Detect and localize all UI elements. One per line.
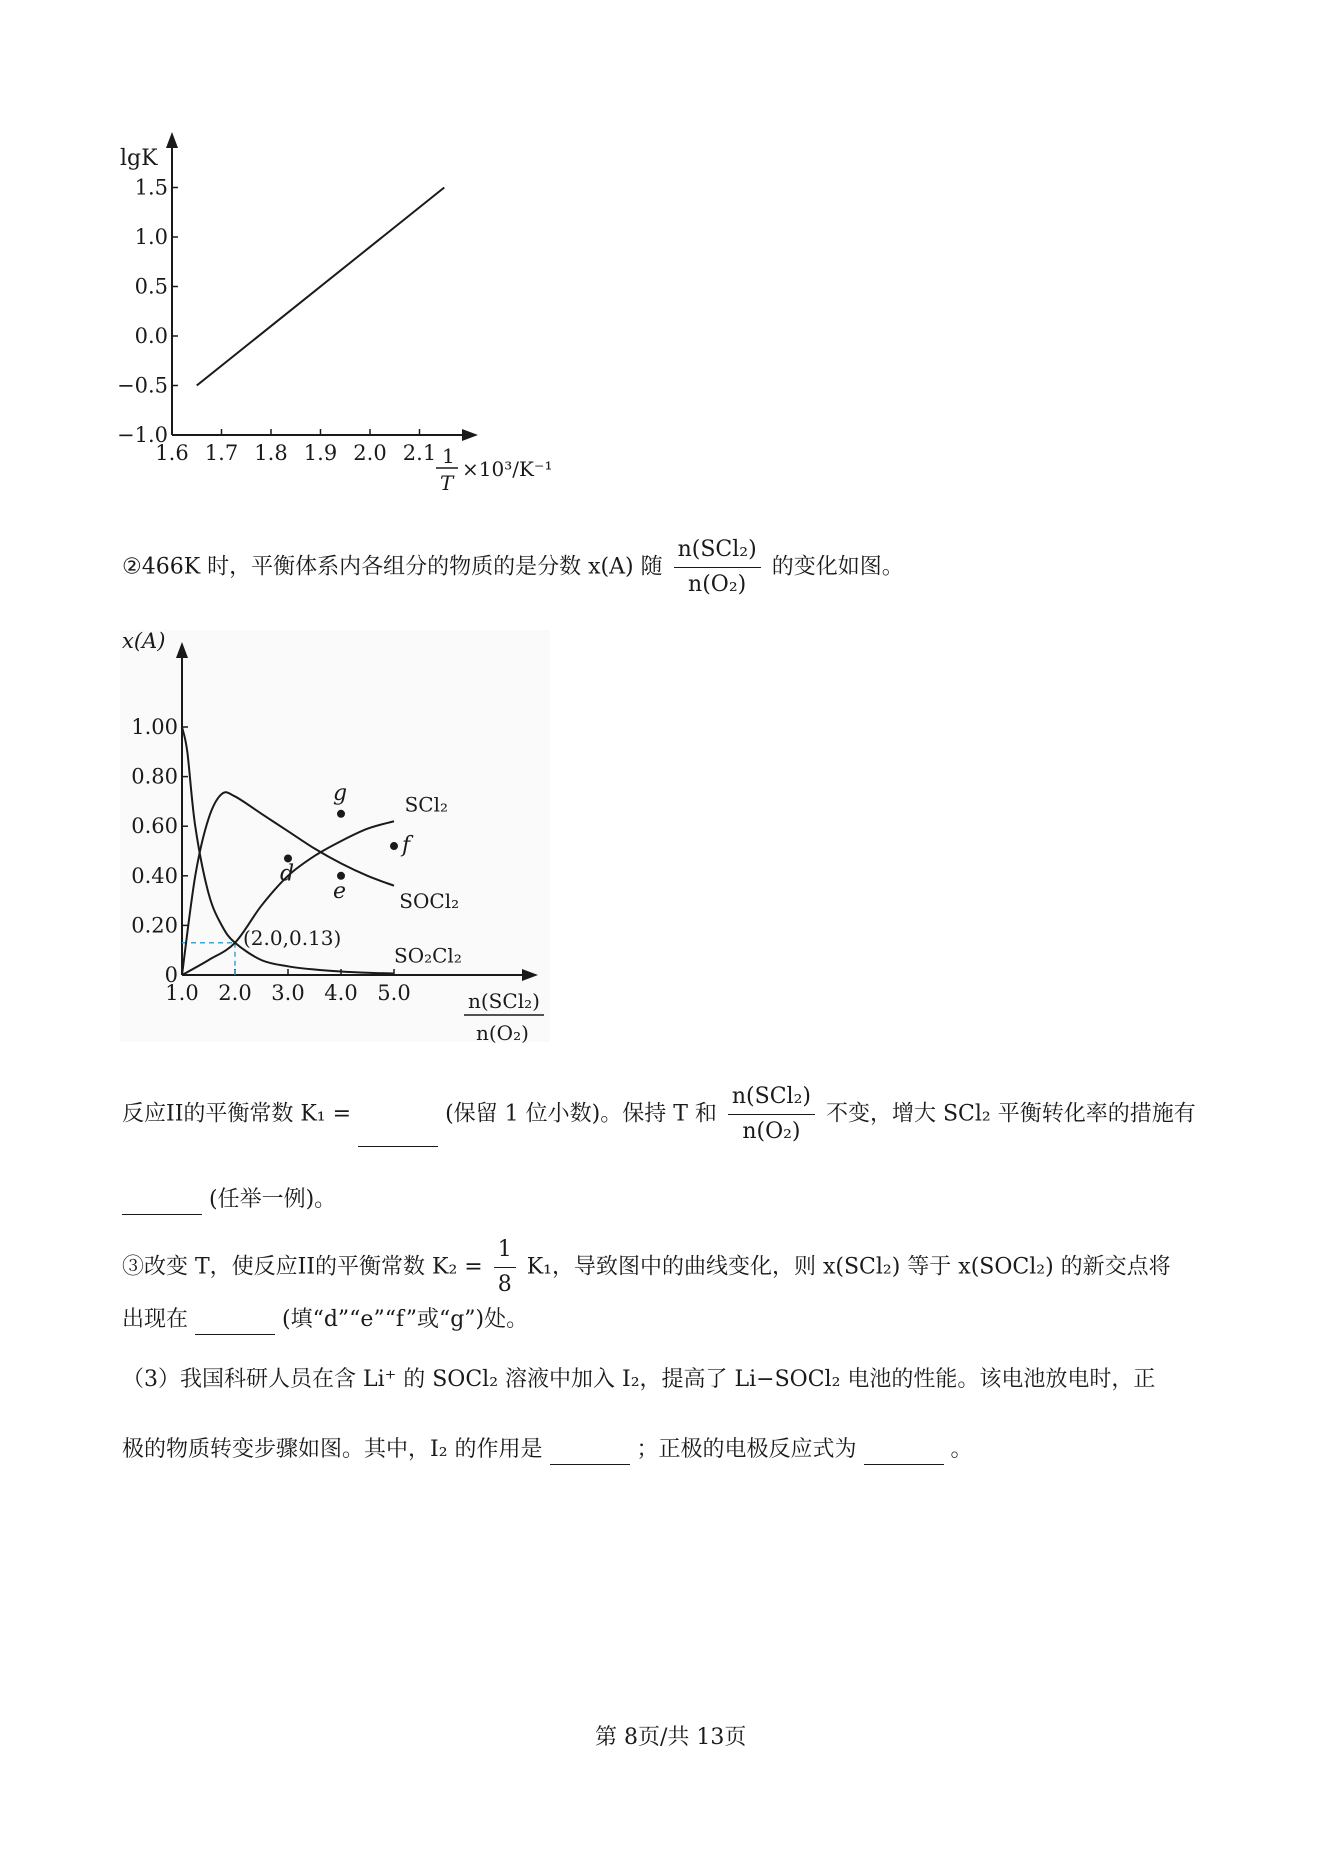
chart2-y-tick-label: 0.60 <box>131 814 178 839</box>
point-label-g: g <box>333 780 348 806</box>
chart2-x-tick-label: 1.0 <box>165 981 199 1005</box>
point-answer-blank[interactable] <box>195 1310 275 1335</box>
para1-a: 反应II的平衡常数 K₁ = <box>122 1101 352 1127</box>
lgk-x-tick-label: 1.7 <box>204 441 239 465</box>
lgk-x-label-den: T <box>440 471 454 495</box>
chart2-x-tick-label: 2.0 <box>218 981 252 1005</box>
para1-frac-den: n(O₂) <box>742 1119 801 1144</box>
lgk-y-tick-label: 0.5 <box>134 274 168 299</box>
q2-fraction <box>674 535 761 600</box>
lgk-y-tick-label: 1.5 <box>134 175 168 200</box>
point-label-e: e <box>333 878 347 904</box>
lgk-y-tick-label: −1.0 <box>117 423 168 447</box>
lgk-chart <box>110 130 570 500</box>
point-g <box>337 810 345 818</box>
page-footer: 第 8页/共 13页 <box>595 1725 747 1750</box>
i2-role-answer-blank[interactable] <box>550 1440 630 1465</box>
lgk-x-tick-label: 2.0 <box>353 441 387 465</box>
para3-line2 <box>122 1435 973 1465</box>
mole-fraction-chart <box>120 630 560 1050</box>
para3-text: （3）我国科研人员在含 Li⁺ 的 SOCl₂ 溶液中加入 I₂，提高了 Li−SOCl₂ 电池的性能。该电池放电时，正 <box>122 1367 1156 1392</box>
chart2-y-tick-label: 0.80 <box>131 764 178 789</box>
chart2-y-label: x(A) <box>122 630 166 653</box>
chart2-x-label-num: n(SCl₂) <box>468 989 540 1013</box>
para2-fraction <box>494 1235 516 1300</box>
chart2-x-label-den: n(O₂) <box>476 1021 529 1045</box>
lgk-x-tick-label: 1.8 <box>254 441 288 465</box>
chart2-annotation: (2.0,0.13) <box>243 925 342 950</box>
lgk-y-label: lgK <box>120 146 158 171</box>
para2 <box>122 1235 1171 1300</box>
q2-prefix: ②466K 时，平衡体系内各组分的物质的是分数 x(A) 随 <box>122 554 663 580</box>
measure-answer-blank[interactable] <box>122 1190 202 1215</box>
para2-line2-b: (填“d”“e”“f”或“g”)处。 <box>282 1307 529 1332</box>
para2-frac-den: 8 <box>497 1272 512 1297</box>
lgk-x-tick-label: 2.1 <box>402 441 437 465</box>
chart2-y-tick-label: 1.00 <box>131 715 178 739</box>
k1-answer-blank[interactable] <box>358 1122 438 1147</box>
series-label: SO₂Cl₂ <box>394 943 462 968</box>
point-f <box>390 842 398 850</box>
series-label: SOCl₂ <box>399 889 460 914</box>
para1-fraction <box>728 1082 815 1147</box>
para3 <box>122 1365 1155 1395</box>
lgk-data-line <box>197 188 445 386</box>
q2-suffix: 的变化如图。 <box>771 554 904 580</box>
para3-line2-b: ；正极的电极反应式为 <box>636 1437 857 1462</box>
q2-frac-den: n(O₂) <box>688 572 747 597</box>
lgk-y-tick-label: −0.5 <box>117 373 168 398</box>
para2-a: ③改变 T，使反应II的平衡常数 K₂ = <box>122 1254 483 1280</box>
chart2-y-tick-label: 0 <box>164 963 178 987</box>
lgk-x-tick-label: 1.9 <box>303 441 338 465</box>
lgk-y-arrow <box>166 132 178 148</box>
chart2-x-tick-label: 3.0 <box>271 981 305 1005</box>
lgk-x-arrow <box>462 429 478 441</box>
point-label-d: d <box>280 861 295 887</box>
para1-c: 不变，增大 SCl₂ 平衡转化率的措施有 <box>825 1101 1196 1127</box>
lgk-x-label-units: ×10³/K⁻¹ <box>462 457 553 481</box>
chart2-y-tick-label: 0.20 <box>131 913 178 938</box>
lgk-x-label-num: 1 <box>442 444 455 468</box>
para1-line2-text: (任举一例)。 <box>209 1187 337 1212</box>
para2-b: K₁，导致图中的曲线变化，则 x(SCl₂) 等于 x(SOCl₂) 的新交点将 <box>526 1254 1171 1280</box>
q2-frac-num: n(SCl₂) <box>674 535 761 568</box>
para1-line2 <box>122 1185 336 1215</box>
series-label: SCl₂ <box>404 792 449 817</box>
point-label-f: f <box>402 833 411 859</box>
lgk-x-tick-label: 1.6 <box>155 441 189 465</box>
para1-b: (保留 1 位小数)。保持 T 和 <box>445 1101 717 1127</box>
chart2-y-tick-label: 0.40 <box>131 863 178 888</box>
chart2-x-tick-label: 4.0 <box>324 981 358 1005</box>
q2-line <box>122 535 904 600</box>
para2-line2 <box>122 1305 528 1335</box>
para1-frac-num: n(SCl₂) <box>728 1082 815 1115</box>
electrode-equation-blank[interactable] <box>864 1440 944 1465</box>
para3-line2-c: 。 <box>950 1437 973 1462</box>
lgk-y-tick-label: 0.0 <box>134 324 168 348</box>
para2-frac-num: 1 <box>494 1235 516 1268</box>
chart2-x-tick-label: 5.0 <box>377 981 411 1005</box>
para2-line2-a: 出现在 <box>122 1307 189 1332</box>
lgk-y-tick-label: 1.0 <box>134 225 168 249</box>
para3-line2-a: 极的物质转变步骤如图。其中，I₂ 的作用是 <box>122 1437 543 1462</box>
para1 <box>122 1082 1196 1147</box>
